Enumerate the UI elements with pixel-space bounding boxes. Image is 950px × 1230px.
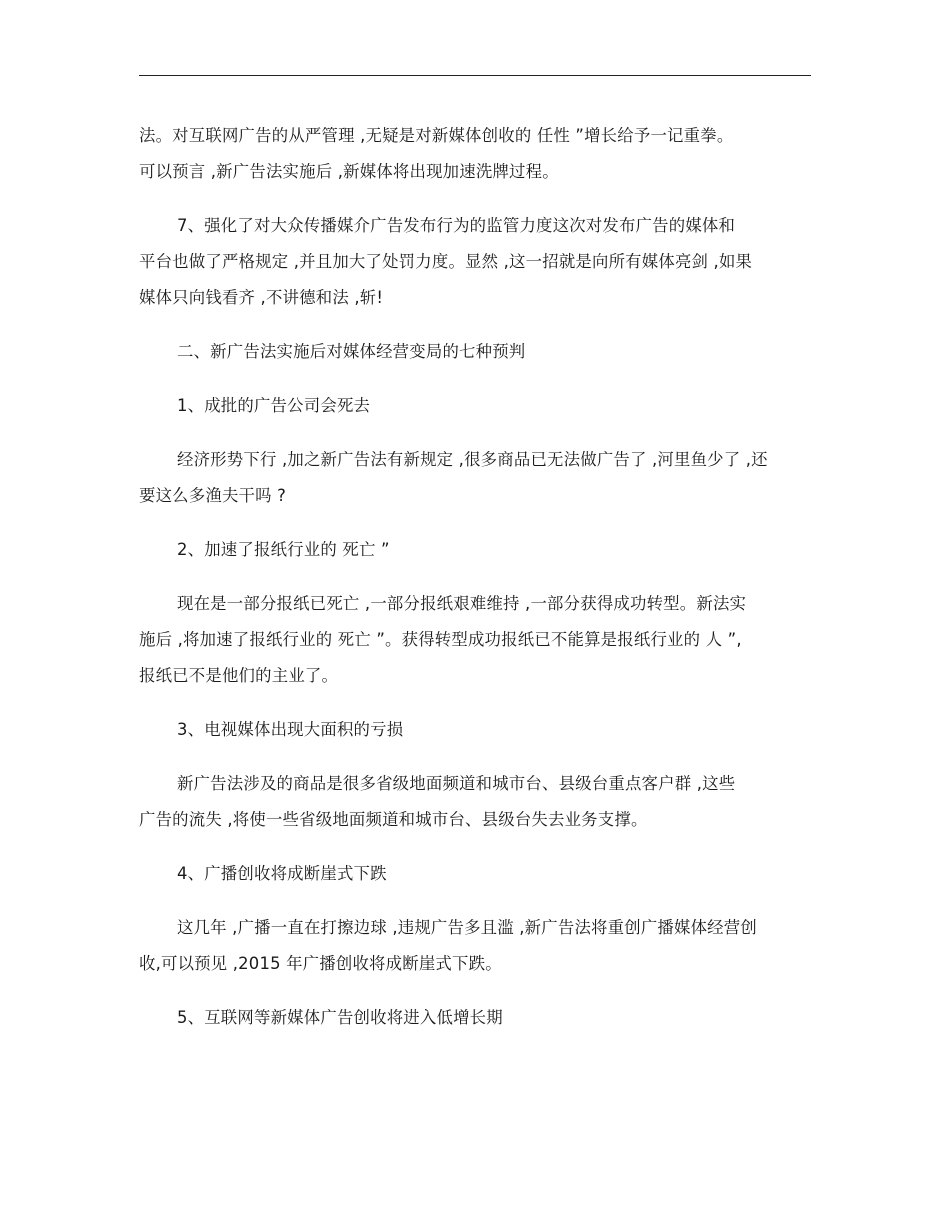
text-line: 施后 ,将加速了报纸行业的 死亡 ”。获得转型成功报纸已不能算是报纸行业的 人 ”, xyxy=(139,630,742,649)
document-body xyxy=(139,118,811,1054)
text-line: 广告的流失 ,将使一些省级地面频道和城市台、县级台失去业务支撑。 xyxy=(139,810,648,829)
text-line: 4、广播创收将成断崖式下跌 xyxy=(177,864,387,883)
item-heading-1 xyxy=(139,388,811,424)
text-line: 7、强化了对大众传播媒介广告发布行为的监管力度这次对发布广告的媒体和 xyxy=(177,216,736,235)
text-line: 媒体只向钱看齐 ,不讲德和法 ,斩! xyxy=(139,288,384,307)
paragraph-item-3-body xyxy=(139,766,811,838)
text-line: 1、成批的广告公司会死去 xyxy=(177,396,371,415)
paragraph-internet-ad-control xyxy=(139,118,811,190)
paragraph-item-4-body xyxy=(139,910,811,982)
text-line: 收,可以预见 ,2015 年广播创收将成断崖式下跌。 xyxy=(139,954,502,973)
text-line: 现在是一部分报纸已死亡 ,一部分报纸艰难维持 ,一部分获得成功转型。新法实 xyxy=(177,594,747,613)
text-line: 经济形势下行 ,加之新广告法有新规定 ,很多商品已无法做广告了 ,河里鱼少了 ,还 xyxy=(177,450,768,469)
text-line: 5、互联网等新媒体广告创收将进入低增长期 xyxy=(177,1008,503,1027)
paragraph-point-7 xyxy=(139,208,811,316)
paragraph-item-1-body xyxy=(139,442,811,514)
paragraph-item-2-body xyxy=(139,586,811,694)
item-heading-3 xyxy=(139,712,811,748)
header-rule xyxy=(139,75,811,76)
section-heading-two xyxy=(139,334,811,370)
text-line: 3、电视媒体出现大面积的亏损 xyxy=(177,720,404,739)
item-heading-2 xyxy=(139,532,811,568)
item-heading-4 xyxy=(139,856,811,892)
text-line: 平台也做了严格规定 ,并且加大了处罚力度。显然 ,这一招就是向所有媒体亮剑 ,如果 xyxy=(139,252,753,271)
text-line: 法。对互联网广告的从严管理 ,无疑是对新媒体创收的 任性 ”增长给予一记重拳。 xyxy=(139,126,734,145)
item-heading-5 xyxy=(139,1000,811,1036)
text-line: 可以预言 ,新广告法实施后 ,新媒体将出现加速洗牌过程。 xyxy=(139,162,559,181)
text-line: 新广告法涉及的商品是很多省级地面频道和城市台、县级台重点客户群 ,这些 xyxy=(177,774,736,793)
text-line: 这几年 ,广播一直在打擦边球 ,违规广告多且滥 ,新广告法将重创广播媒体经营创 xyxy=(177,918,757,937)
text-line: 报纸已不是他们的主业了。 xyxy=(139,666,339,685)
text-line: 二、新广告法实施后对媒体经营变局的七种预判 xyxy=(177,342,526,361)
text-line: 要这么多渔夫干吗 ? xyxy=(139,486,287,505)
text-line: 2、加速了报纸行业的 死亡 ” xyxy=(177,540,390,559)
